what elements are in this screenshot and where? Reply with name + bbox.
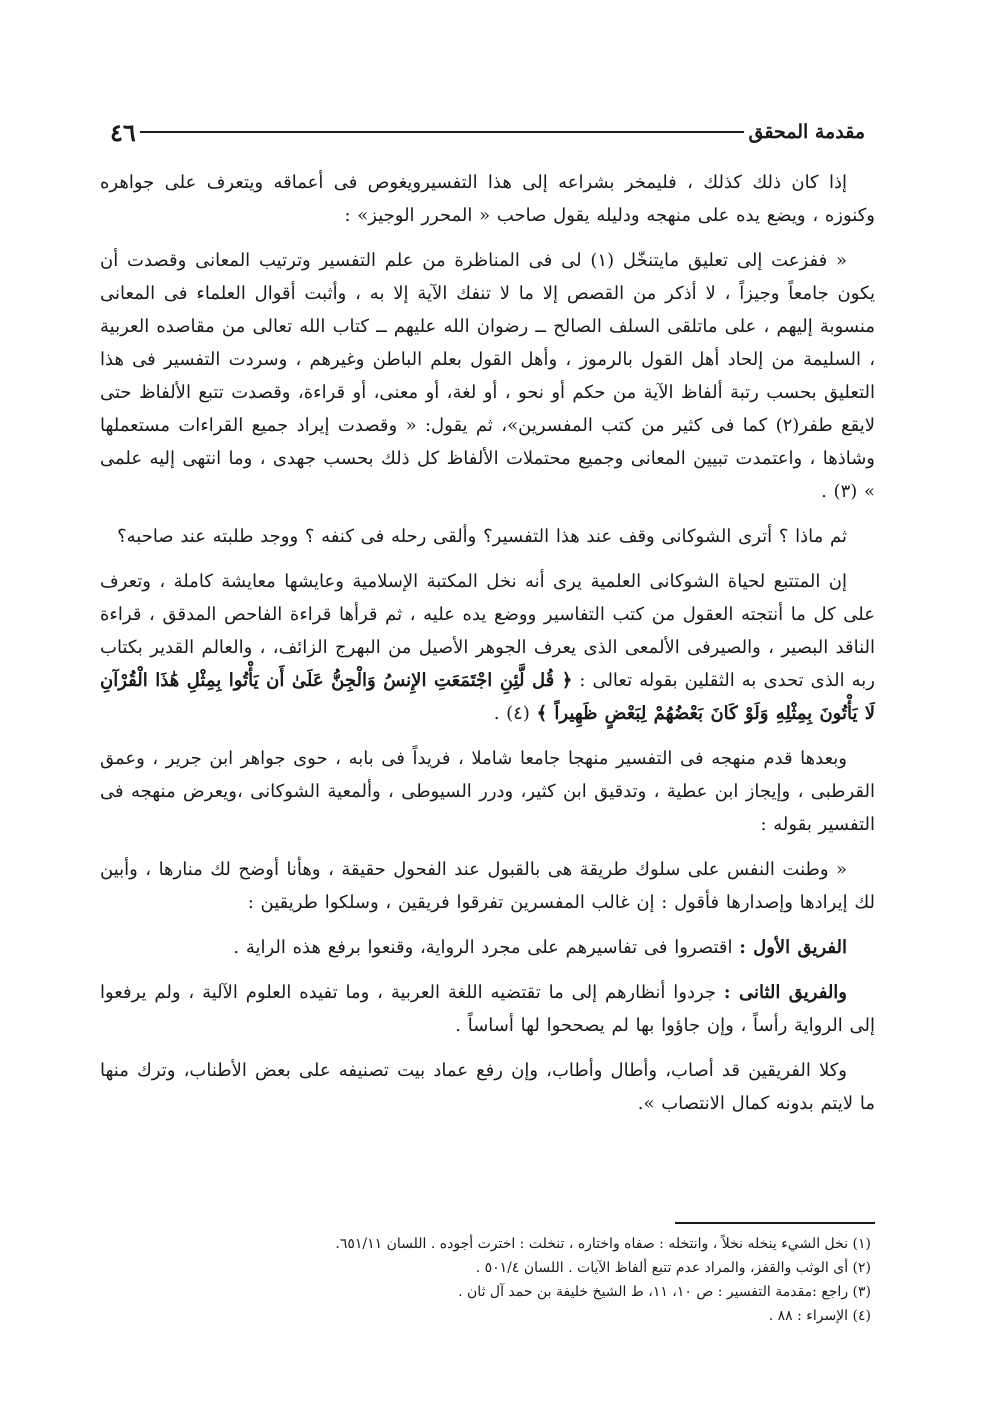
page xyxy=(100,112,875,1132)
footnotes xyxy=(100,1222,875,1328)
page-header xyxy=(100,112,875,152)
paragraph-quote xyxy=(100,244,875,508)
paragraph-with-verse xyxy=(100,565,875,730)
paragraph-lead: الفريق الأول : xyxy=(739,937,847,958)
footnote-rule xyxy=(675,1222,875,1224)
paragraph-quote xyxy=(100,853,875,919)
body-text xyxy=(100,166,875,1120)
paragraph-text: وبعدها قدم منهجه فى التفسير منهجا جامعا شاملا ، فريداً فى بابه ، حوى جواهر ابن جرير ، وعمق القرطبى ، وإيجاز ابن عطية ، وتدقيق ابن كثير، ودرر السيوطى ، وألمعية الشوكانى ،ويعرض منهجه فى التفسير بقوله : xyxy=(100,748,875,835)
paragraph xyxy=(100,166,875,232)
footnote: (١) نخل الشيء ينخله نخلاً ، وانتخله : صفاه واختاره ، تنخلت : اخترت أجوده . اللسان ٦٥١/١١. xyxy=(335,1236,871,1252)
header-rule xyxy=(140,131,745,133)
page-number: ٤٦ xyxy=(110,117,136,147)
footnote: (٢) أى الوثب والقفز، والمراد عدم تتبع ألفاظ الآيات . اللسان ٥٠١/٤ . xyxy=(475,1260,871,1276)
paragraph-lead: والفريق الثانى : xyxy=(723,982,847,1003)
paragraph-text: إذا كان ذلك كذلك ، فليمخر بشراعه إلى هذا التفسيرويغوص فى أعماقه ويتعرف على جواهره وكنوزه ، ويضع يده على منهجه ودليله يقول صاحب « المحرر الوجيز» : xyxy=(100,172,875,226)
paragraph-first-group xyxy=(100,931,875,964)
paragraph-text: « ففزعت إلى تعليق مايتنخّل (١) لى فى المناظرة من علم التفسير وترتيب المعانى وقصدت أن يكون جامعاً وجيزاً ، لا أذكر من القصص إلا ما لا تنفك الآية إلا به ، وأثبت أقوال العلماء فى المعانى منسوبة إليهم ، على ماتلقى السلف الصالح ــ رضوان الله عليهم ــ كتاب الله تعالى من مقاصده العربية ، السليمة من إلحاد أهل القول بالرموز ، وأهل القول بعلم الباطن وغيرهم ، وسردت التفسير فى هذا التعليق بحسب رتبة ألفاظ الآية من حكم أو نحو ، أو لغة، أو معنى، أو قراءة، وقصدت تتبع الألفاظ حتى لايقع طفر(٢) كما فى كثير من كتب المفسرين»، ثم يقول: « وقصدت إيراد جميع القراءات مستعملها وشاذها ، واعتمدت تبيين المعانى وجميع محتملات الألفاظ كل ذلك بحسب جهدى ، وما انتهى إليه علمى » (٣) . xyxy=(100,250,875,502)
running-title: مقدمة المحقق xyxy=(748,121,865,143)
paragraph-tail: (٤) . xyxy=(493,703,530,724)
footnote: (٣) راجع :مقدمة التفسير : ص ١٠، ١١، ط الشيخ خليفة بن حمد آل ثان . xyxy=(458,1284,871,1300)
paragraph-text: وكلا الفريقين قد أصاب، وأطال وأطاب، وإن رفع عماد بيت تصنيفه على بعض الأطناب، وترك منها ما لايتم بدونه كمال الانتصاب ». xyxy=(100,1060,875,1114)
footnote: (٤) الإسراء : ٨٨ . xyxy=(768,1308,871,1324)
paragraph xyxy=(100,742,875,841)
paragraph xyxy=(100,1054,875,1120)
paragraph-text: إن المتتبع لحياة الشوكانى العلمية يرى أنه نخل المكتبة الإسلامية وعايشها معايشة كاملة ، وتعرف على كل ما أنتجته العقول من كتب التفاسير ووضع يده عليه ، ثم قرأها قراءة الفاحص المدقق ، قراءة الناقد البصير ، والصيرفى الألمعى الذى يعرف الجوهر الأصيل من البهرج الزائف، ، والعالم القدير بكتاب ربه الذى تحدى به الثقلين بقوله تعالى : xyxy=(100,571,875,691)
quran-verse: ﴿ قُل لَّئِنِ اجْتَمَعَتِ الإِنسُ وَالْجِنُّ عَلَىٰ أَن يَأْتُوا بِمِثْلِ هَٰذَا الْقُرْآنِ لَا يَأْتُونَ بِمِثْلِهِ وَلَوْ كَانَ بَعْضُهُمْ لِبَعْضٍ ظَهِيراً ﴾ xyxy=(100,670,875,724)
paragraph-text: اقتصروا فى تفاسيرهم على مجرد الرواية، وقنعوا برفع هذه الراية . xyxy=(233,937,733,958)
paragraph-second-group xyxy=(100,976,875,1042)
paragraph-text: جردوا أنظارهم إلى ما تقتضيه اللغة العربية ، وما تفيده العلوم الآلية ، ولم يرفعوا إلى الرواية رأساً ، وإن جاؤوا بها لم يصححوا لها أساساً . xyxy=(100,982,875,1036)
paragraph xyxy=(100,520,875,553)
paragraph-text: ثم ماذا ؟ أترى الشوكانى وقف عند هذا التفسير؟ وألقى رحله فى كنفه ؟ ووجد طلبته عند صاحبه؟ xyxy=(117,526,847,547)
paragraph-text: « وطنت النفس على سلوك طريقة هى بالقبول عند الفحول حقيقة ، وهأنا أوضح لك منارها ، وأبين لك إيرادها وإصدارها فأقول : إن غالب المفسرين تفرقوا فريقين ، وسلكوا طريقين : xyxy=(100,859,875,913)
